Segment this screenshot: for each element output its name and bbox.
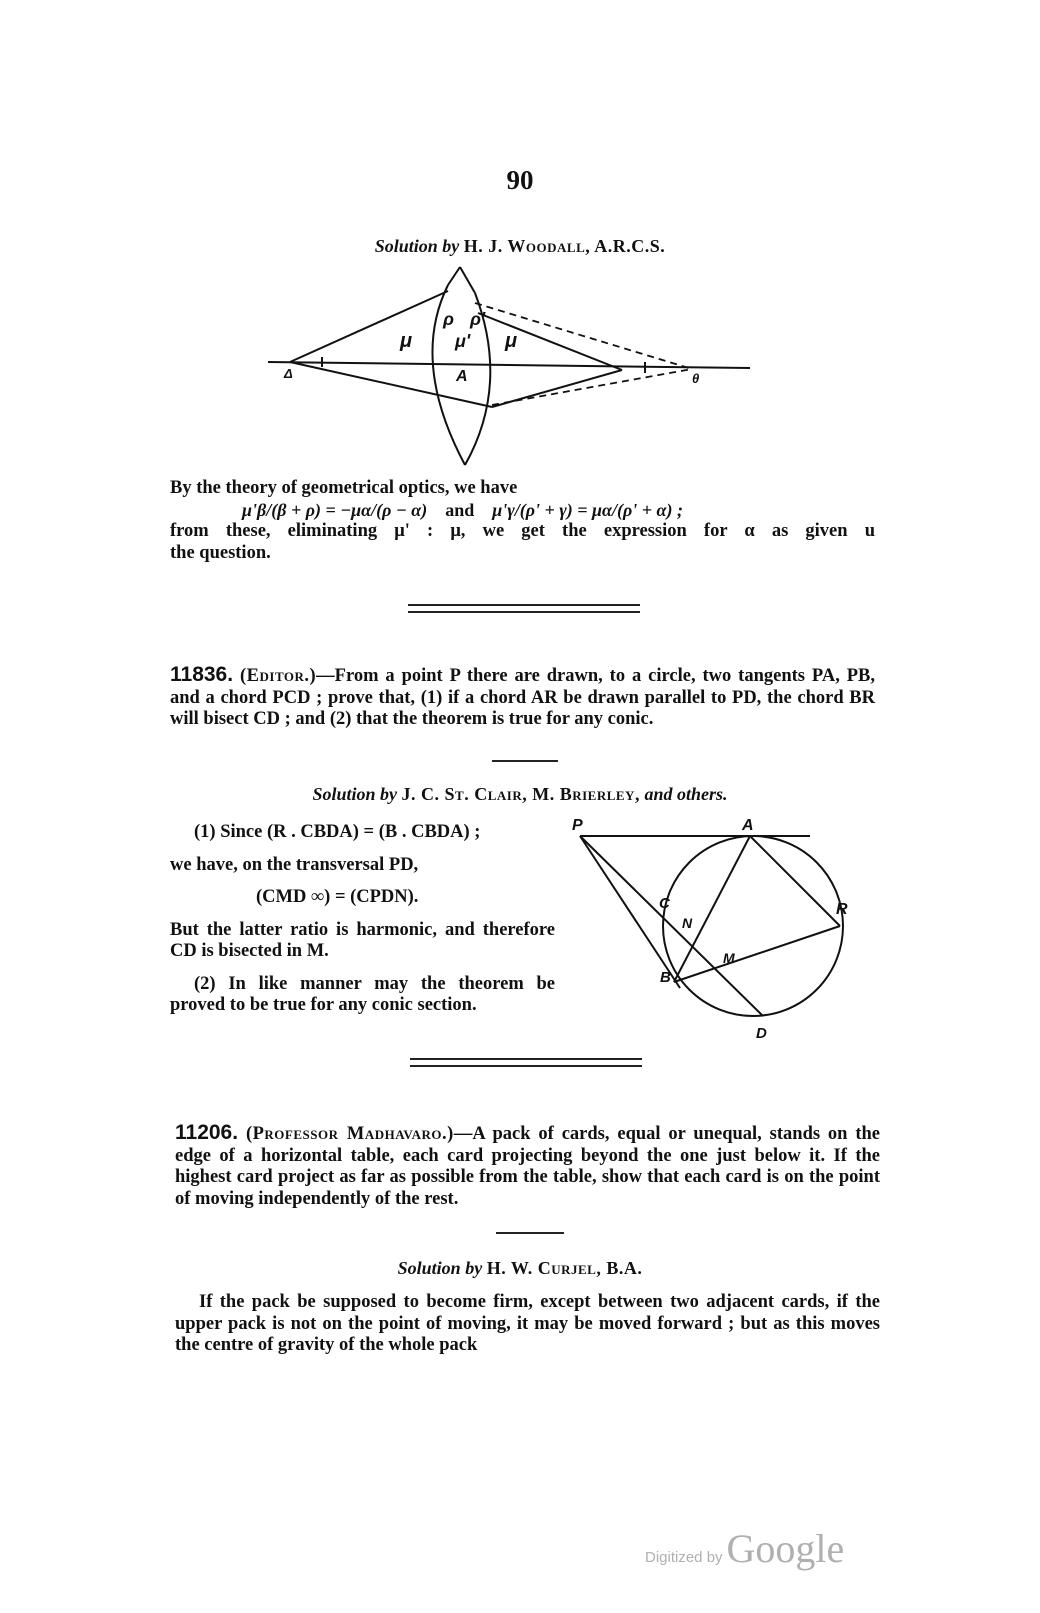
question-number: 11836. — [170, 663, 234, 686]
solution-line: (2) In like manner may the theorem be proved to be true for any conic section. — [170, 973, 555, 1015]
paragraph-line: By the theory of geometrical optics, we have — [170, 478, 518, 498]
question-number: 11206. — [175, 1121, 239, 1144]
dashed-ray-lower — [492, 369, 692, 405]
label-b: B — [660, 969, 671, 986]
label-r: R — [836, 901, 848, 918]
equation-left: μ'β/(β + ρ) = −μα/(ρ − α) — [242, 499, 428, 520]
ray-upper-right — [478, 313, 622, 370]
label-rho: ρ — [443, 309, 454, 329]
label-mu-prime: μ' — [455, 331, 471, 351]
solution-by-label: Solution by — [397, 1258, 483, 1278]
solution-and-others: and others. — [644, 784, 728, 804]
short-divider — [492, 760, 558, 762]
google-logo: Google — [726, 1526, 845, 1571]
label-n: N — [682, 915, 693, 931]
question-proposer: (Professor Madhavaro.) — [245, 1124, 454, 1144]
section-divider — [410, 1058, 642, 1067]
circle-tangent-diagram — [570, 817, 848, 1042]
label-a: A — [456, 368, 468, 385]
solution-heading-st-clair — [0, 784, 1040, 805]
question-proposer: (Editor.) — [240, 666, 317, 686]
solution-author: H. J. Woodall, A.R.C.S. — [463, 236, 666, 256]
label-a: A — [742, 817, 754, 834]
solution-line: But the latter ratio is harmonic, and therefore CD is bisected in M. — [170, 919, 555, 961]
label-rho-prime: ρ' — [470, 309, 486, 329]
equation-right: μ'γ/(ρ' + γ) = μα/(ρ' + α) ; — [492, 499, 683, 520]
solution-by-label: Solution by — [374, 236, 460, 256]
solution-line: (1) Since (R . CBDA) = (B . CBDA) ; — [194, 822, 481, 842]
solution-2-text — [170, 822, 555, 1017]
optical-axis — [268, 362, 750, 368]
short-divider — [496, 1232, 564, 1234]
label-m: M — [723, 950, 735, 966]
solution-author: H. W. Curjel, B.A. — [486, 1258, 643, 1278]
digitized-by-watermark — [645, 1525, 844, 1572]
solution-authors: J. C. St. Clair, M. Brierley, — [401, 784, 640, 804]
question-text: —A pack of cards, equal or unequal, stands on the edge of a horizontal table, each card projecting beyond the one just below it. If the highest card project as far as possible from the table, show that each card is on the point of moving independently of the rest. — [175, 1124, 880, 1209]
label-mu-right: μ — [505, 330, 518, 352]
lens-diagram — [260, 265, 770, 475]
page-number: 90 — [506, 165, 534, 195]
question-11206 — [175, 1122, 880, 1210]
question-text: —From a point P there are drawn, to a circle, two tangents PA, PB, and a chord PCD ; prove that, (1) if a chord AR be drawn parallel to PD, the chord BR will bisect CD ; and (2) that the theorem is true for any conic. — [170, 666, 875, 729]
digitized-by-label: Digitized by — [645, 1549, 723, 1566]
label-theta: θ — [692, 371, 700, 386]
paragraph-line: the question. — [170, 542, 271, 563]
ray-upper-left — [290, 291, 448, 362]
question-11836 — [170, 664, 875, 731]
optics-equation — [170, 500, 875, 522]
section-divider — [408, 604, 640, 613]
equation-and: and — [445, 499, 475, 520]
label-delta: Δ — [284, 366, 293, 381]
label-p: P — [572, 817, 583, 834]
solution-3-paragraph: If the pack be supposed to become firm, except between two adjacent cards, if the upper pack is not on the point of moving, it may be moved forward ; but as this moves the centre of gravity of the whole pack — [175, 1292, 880, 1355]
solution-equation: (CMD ∞) = (CPDN). — [256, 887, 419, 907]
ray-lower-right — [492, 370, 622, 407]
solution-line: we have, on the transversal PD, — [170, 854, 419, 875]
solution-heading-curjel — [0, 1258, 1040, 1279]
solution-by-label: Solution by — [312, 784, 398, 804]
solution-heading-woodall — [0, 236, 1040, 257]
paragraph-line: from these, eliminating μ' : μ, we get the expression for α as given u — [170, 521, 875, 541]
optics-paragraph — [170, 478, 875, 564]
label-mu-left: μ — [400, 330, 413, 352]
label-c: C — [659, 895, 670, 912]
label-d: D — [756, 1025, 767, 1042]
chord-ar — [750, 836, 840, 926]
